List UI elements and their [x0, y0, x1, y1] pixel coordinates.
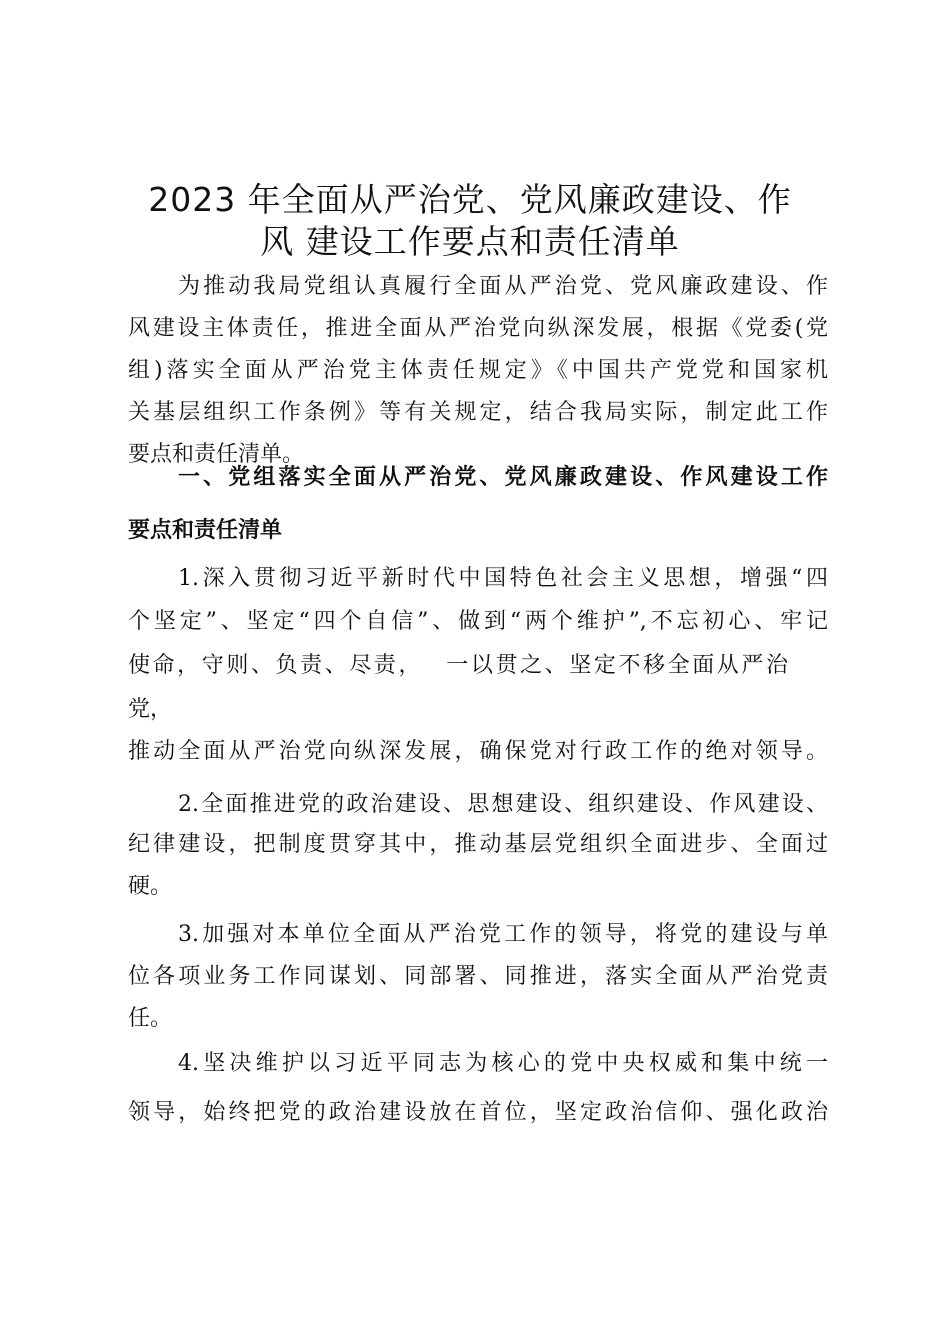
item-4-line: 领导，始终把党的政治建设放在首位，坚定政治信仰、强化政治	[128, 1100, 828, 1125]
item-3-line: 3.加强对本单位全面从严治党工作的领导，将党的建设与单	[178, 922, 828, 947]
section-heading-line: 要点和责任清单	[128, 518, 283, 543]
item-2-line: 硬。	[128, 874, 173, 899]
intro-line: 组)落实全面从严治党主体责任规定》《中国共产党党和国家机	[128, 358, 828, 383]
intro-line: 关基层组织工作条例》等有关规定，结合我局实际，制定此工作	[128, 400, 828, 425]
document-title-line-1: 2023 年全面从严治党、党风廉政建设、作	[148, 180, 792, 219]
item-1-line: 1.深入贯彻习近平新时代中国特色社会主义思想，增强“四	[178, 566, 828, 591]
item-2-line: 2.全面推进党的政治建设、思想建设、组织建设、作风建设、	[178, 792, 828, 817]
item-2-line: 纪律建设，把制度贯穿其中，推动基层党组织全面进步、全面过	[128, 832, 828, 857]
intro-line: 为推动我局党组认真履行全面从严治党、党风廉政建设、作	[178, 274, 828, 299]
item-1-line: 推动全面从严治党向纵深发展，确保党对行政工作的绝对领导。	[128, 739, 828, 764]
section-heading-line: 一、党组落实全面从严治党、党风廉政建设、作风建设工作	[178, 465, 828, 490]
intro-line: 要点和责任清单。	[128, 442, 305, 467]
item-1-line: 党，	[128, 697, 173, 722]
item-4-line: 4.坚决维护以习近平同志为核心的党中央权威和集中统一	[178, 1051, 828, 1076]
item-1-line: 个坚定”、坚定“四个自信”、做到“两个维护”,不忘初心、牢记	[128, 609, 828, 634]
item-1-line: 使命，守则、负责、尽责， 一以贯之、坚定不移全面从严治	[128, 653, 788, 678]
item-3-line: 任。	[128, 1006, 173, 1031]
intro-line: 风建设主体责任，推进全面从严治党向纵深发展，根据《党委(党	[128, 316, 828, 341]
item-3-line: 位各项业务工作同谋划、同部署、同推进，落实全面从严治党责	[128, 964, 828, 989]
document-title-line-2: 风 建设工作要点和责任清单	[260, 222, 680, 261]
